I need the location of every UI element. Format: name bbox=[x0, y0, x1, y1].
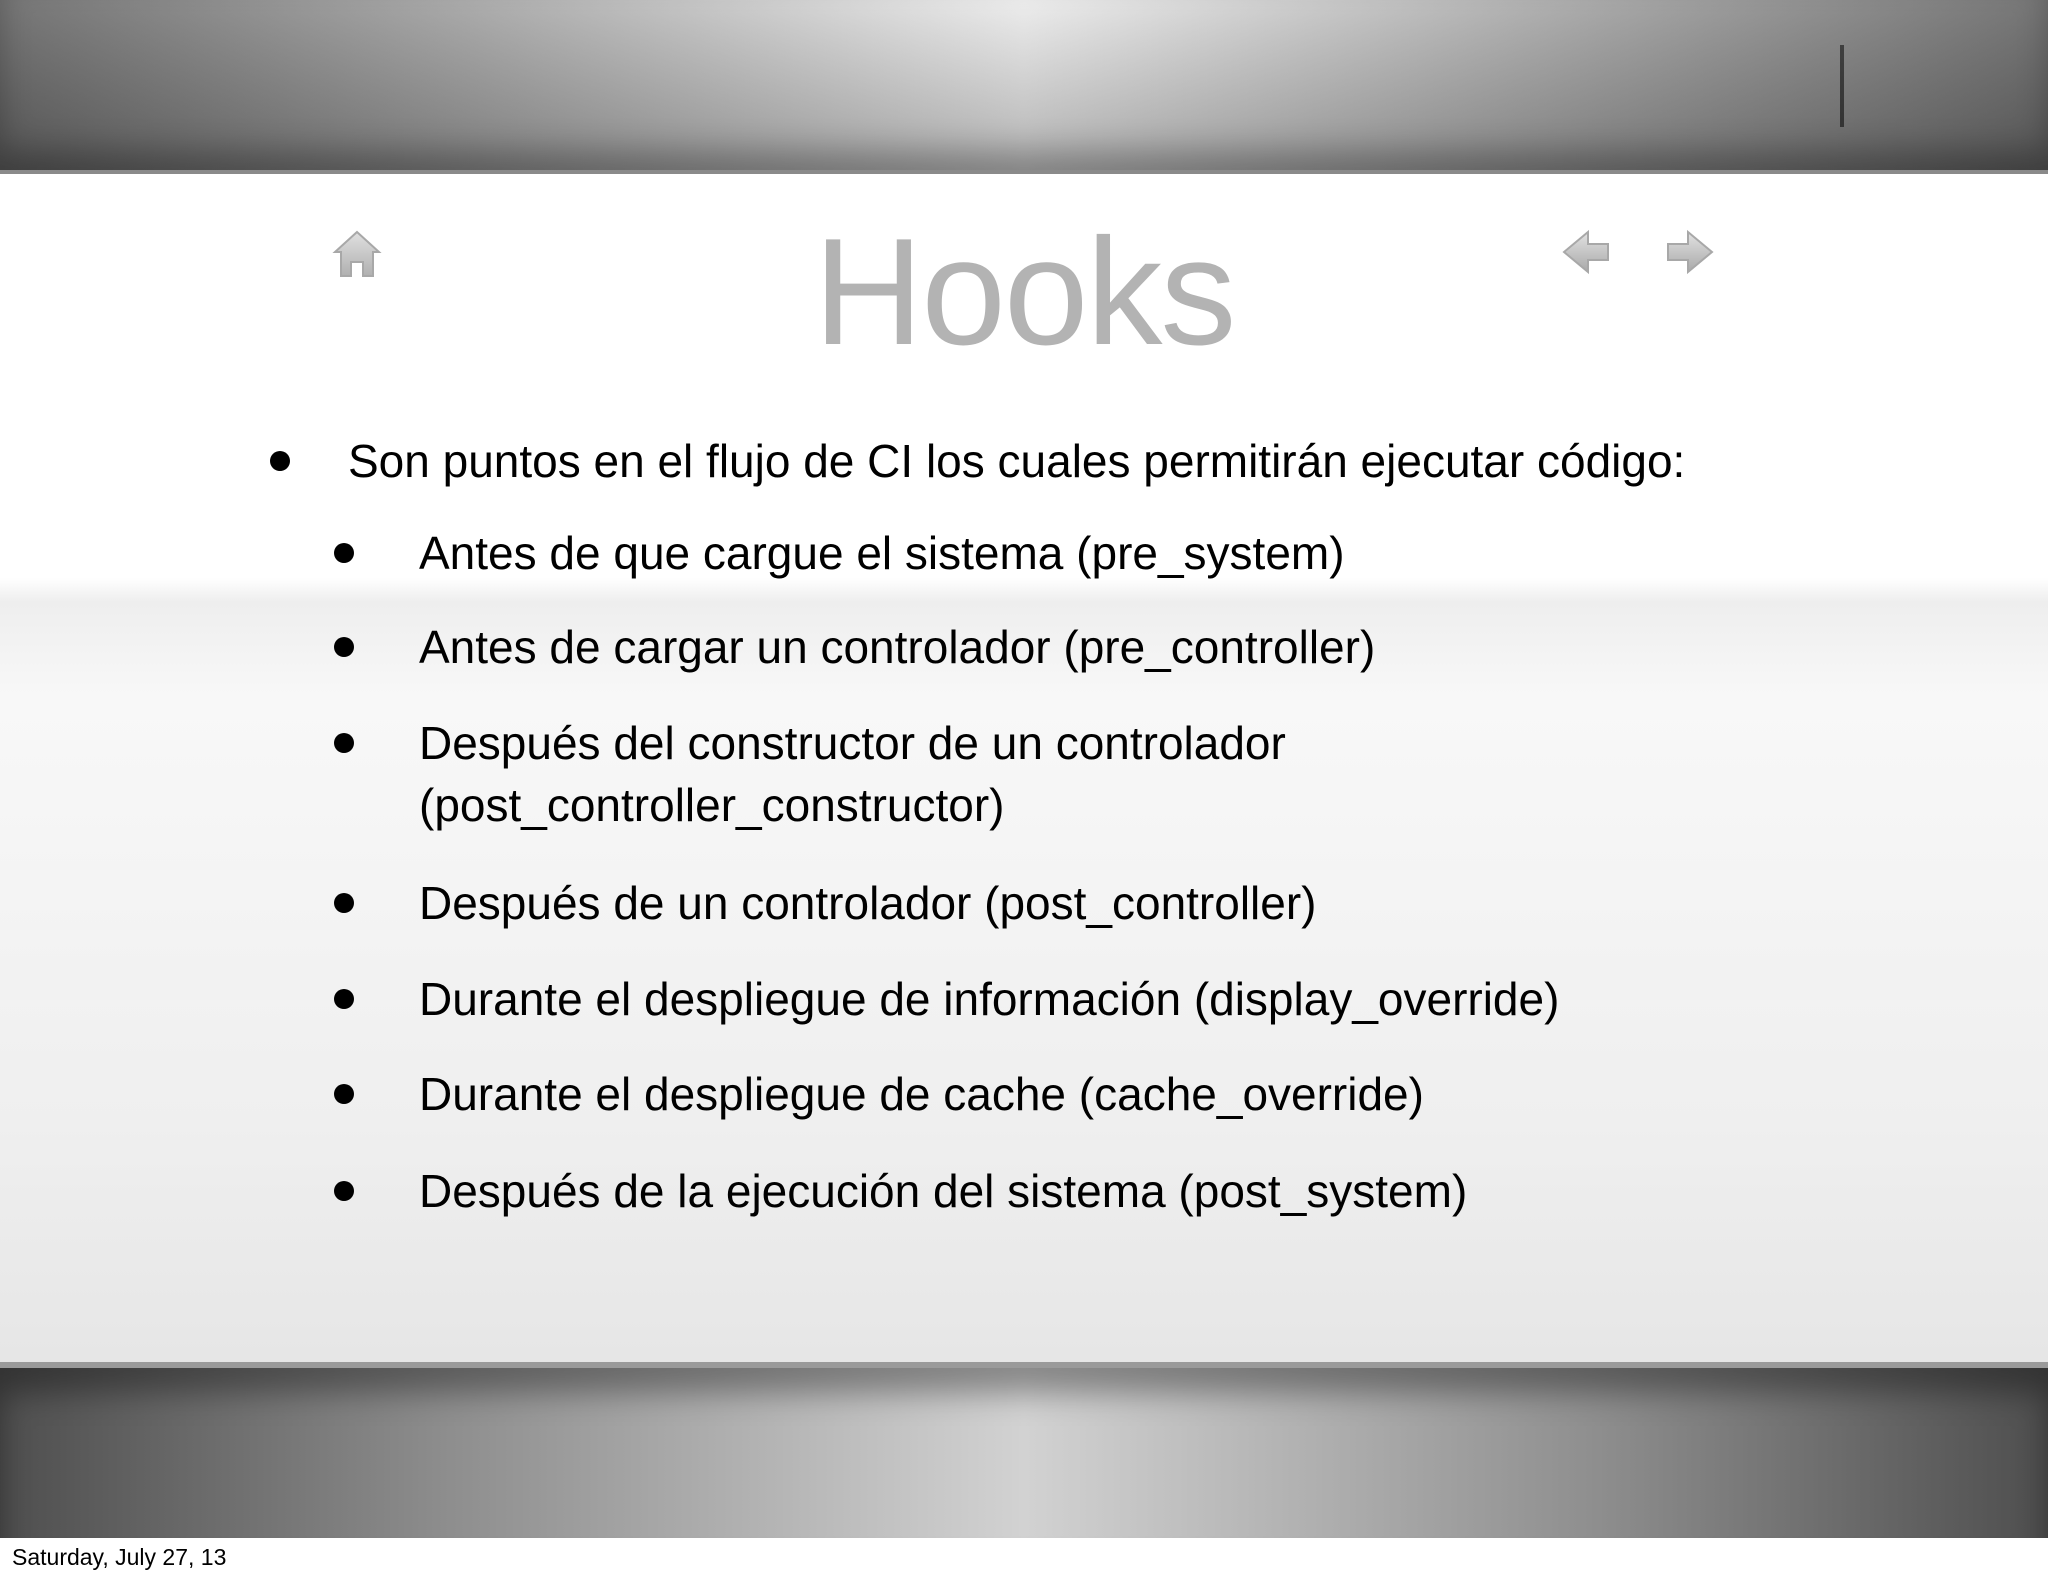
footer-date: Saturday, July 27, 13 bbox=[12, 1544, 227, 1570]
sub-bullet-item bbox=[419, 968, 1559, 1030]
footer-strip bbox=[0, 1538, 2048, 1576]
sub-bullet-item bbox=[419, 616, 1375, 678]
bottom-frame-band bbox=[0, 1362, 2048, 1544]
sub-bullet-item bbox=[419, 1160, 1467, 1222]
bullet-text: (post_controller_constructor) bbox=[419, 779, 1005, 831]
bullet-dot bbox=[270, 451, 290, 471]
bullet-dot bbox=[334, 989, 354, 1009]
bullet-dot bbox=[334, 543, 354, 563]
sub-bullet-item bbox=[419, 872, 1317, 934]
bullet-text: Durante el despliegue de información (display_override) bbox=[419, 973, 1560, 1025]
bullet-text: Son puntos en el flujo de CI los cuales permitirán ejecutar código: bbox=[348, 435, 1686, 487]
bullet-text: Después del constructor de un controlador bbox=[419, 717, 1286, 769]
bullet-dot bbox=[334, 893, 354, 913]
bullet-text: Después de la ejecución del sistema (post_system) bbox=[419, 1165, 1468, 1217]
bullet-text: Antes de cargar un controlador (pre_controller) bbox=[419, 621, 1376, 673]
bullet-text: Después de un controlador (post_controller) bbox=[419, 877, 1317, 929]
sub-bullet-item bbox=[419, 712, 1286, 774]
bullet-dot bbox=[334, 1181, 354, 1201]
bullet-dot bbox=[334, 637, 354, 657]
bullet-item bbox=[348, 430, 1685, 492]
slide-title: Hooks bbox=[813, 207, 1235, 377]
sub-bullet-item bbox=[419, 522, 1345, 584]
frame-tick-mark bbox=[1840, 45, 1844, 127]
bullet-text: Antes de que cargue el sistema (pre_system) bbox=[419, 527, 1345, 579]
bullet-dot bbox=[334, 733, 354, 753]
bullet-text: Durante el despliegue de cache (cache_override) bbox=[419, 1068, 1424, 1120]
bullet-continuation bbox=[419, 774, 1004, 836]
bullet-dot bbox=[334, 1084, 354, 1104]
top-frame-band bbox=[0, 0, 2048, 174]
sub-bullet-item bbox=[419, 1063, 1424, 1125]
